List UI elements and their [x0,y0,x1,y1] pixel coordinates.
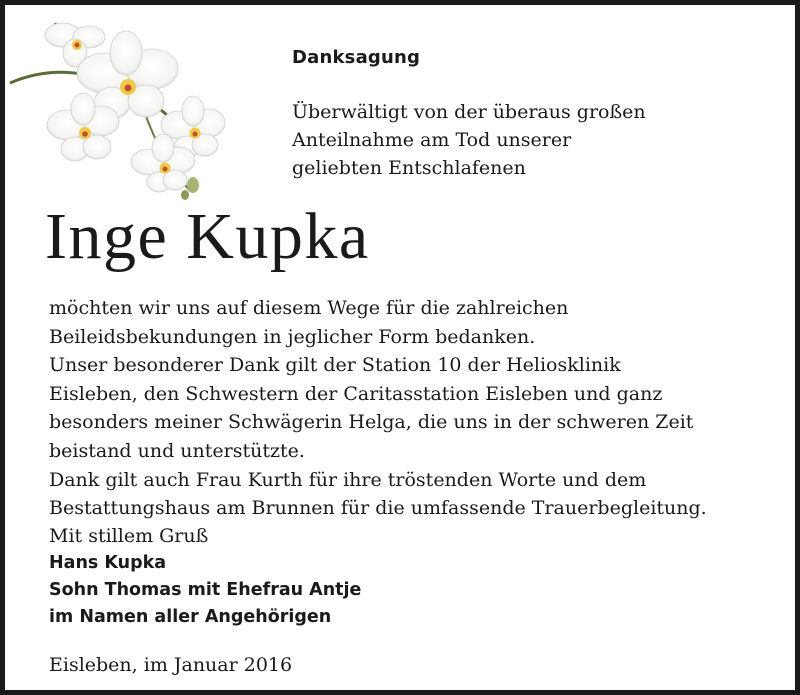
body-line: Unser besonderer Dank gilt der Station 10 der Heliosklinik [49,354,621,377]
signer-name: im Namen aller Angehörigen [49,607,332,627]
closing-block [49,523,361,631]
body-line: Dank gilt auch Frau Kurth für ihre tröstenden Worte und dem [49,468,647,491]
intro-line: Anteilnahme am Tod unserer [292,129,572,151]
white-orchid-icon [5,13,235,203]
body-line: Eisleben, den Schwestern der Caritasstation Eisleben und ganz [49,382,663,405]
signer-name: Sohn Thomas mit Ehefrau Antje [49,580,362,600]
place-date: Eisleben, im Januar 2016 [49,654,293,676]
intro-line: geliebten Entschlafenen [292,157,526,179]
intro-text [292,98,712,182]
body-line: möchten wir uns auf diesem Wege für die zahlreichen [49,297,569,319]
intro-line: Überwältigt von der überaus großen [292,101,646,123]
body-line: besonders meiner Schwägerin Helga, die uns in der schweren Zeit [49,411,694,434]
body-line: Bestattungshaus am Brunnen für die umfassende Trauerbegleitung. [49,497,707,520]
body-line: beistand und unterstützte. [49,439,305,462]
body-line: Beileidsbekundungen in jeglicher Form bedanken. [49,325,536,348]
greeting: Mit stillem Gruß [49,525,209,547]
signer-name: Hans Kupka [49,553,167,573]
notice-heading: Danksagung [292,47,421,68]
deceased-name: Inge Kupka [45,200,370,273]
body-text [49,294,779,523]
